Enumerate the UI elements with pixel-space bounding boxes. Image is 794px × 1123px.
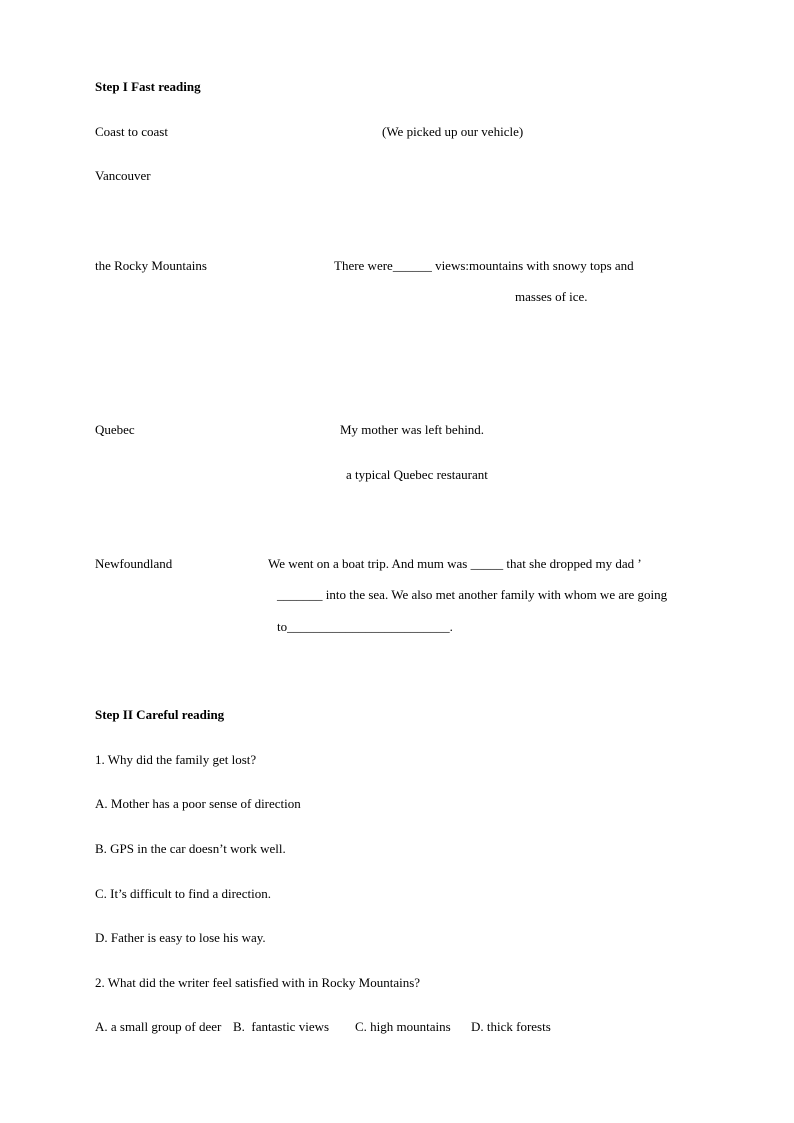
newfoundland-line-2: _______ into the sea. We also met another family with whom we are going [277, 587, 668, 602]
newfoundland-label: Newfoundland [95, 556, 173, 571]
vancouver-label: Vancouver [95, 168, 151, 183]
quebec-label: Quebec [95, 422, 135, 437]
rocky-mountains-line-2: masses of ice. [515, 289, 588, 304]
question-1: 1. Why did the family get lost? [95, 752, 257, 767]
step1-heading: Step I Fast reading [95, 79, 201, 94]
coast-note: (We picked up our vehicle) [382, 124, 524, 139]
rocky-mountains-line-1: There were______ views:mountains with snowy tops and [334, 258, 634, 273]
quebec-line-2: a typical Quebec restaurant [346, 467, 488, 482]
question-1-option-a: A. Mother has a poor sense of direction [95, 796, 301, 811]
newfoundland-line-1: We went on a boat trip. And mum was _____ that she dropped my dad ’ [268, 556, 642, 571]
question-2-option-c: C. high mountains [355, 1019, 451, 1034]
quebec-line-1: My mother was left behind. [340, 422, 485, 437]
question-2-option-b: B. fantastic views [233, 1019, 330, 1034]
question-1-option-d: D. Father is easy to lose his way. [95, 930, 266, 945]
question-2-option-a: A. a small group of deer [95, 1019, 222, 1034]
step2-heading: Step II Careful reading [95, 707, 225, 722]
question-2: 2. What did the writer feel satisfied with in Rocky Mountains? [95, 975, 421, 990]
rocky-mountains-label: the Rocky Mountains [95, 258, 207, 273]
question-1-option-b: B. GPS in the car doesn’t work well. [95, 841, 286, 856]
coast-label: Coast to coast [95, 124, 168, 139]
newfoundland-line-3: to_________________________. [277, 619, 453, 634]
question-1-option-c: C. It’s difficult to find a direction. [95, 886, 271, 901]
question-2-option-d: D. thick forests [471, 1019, 551, 1034]
